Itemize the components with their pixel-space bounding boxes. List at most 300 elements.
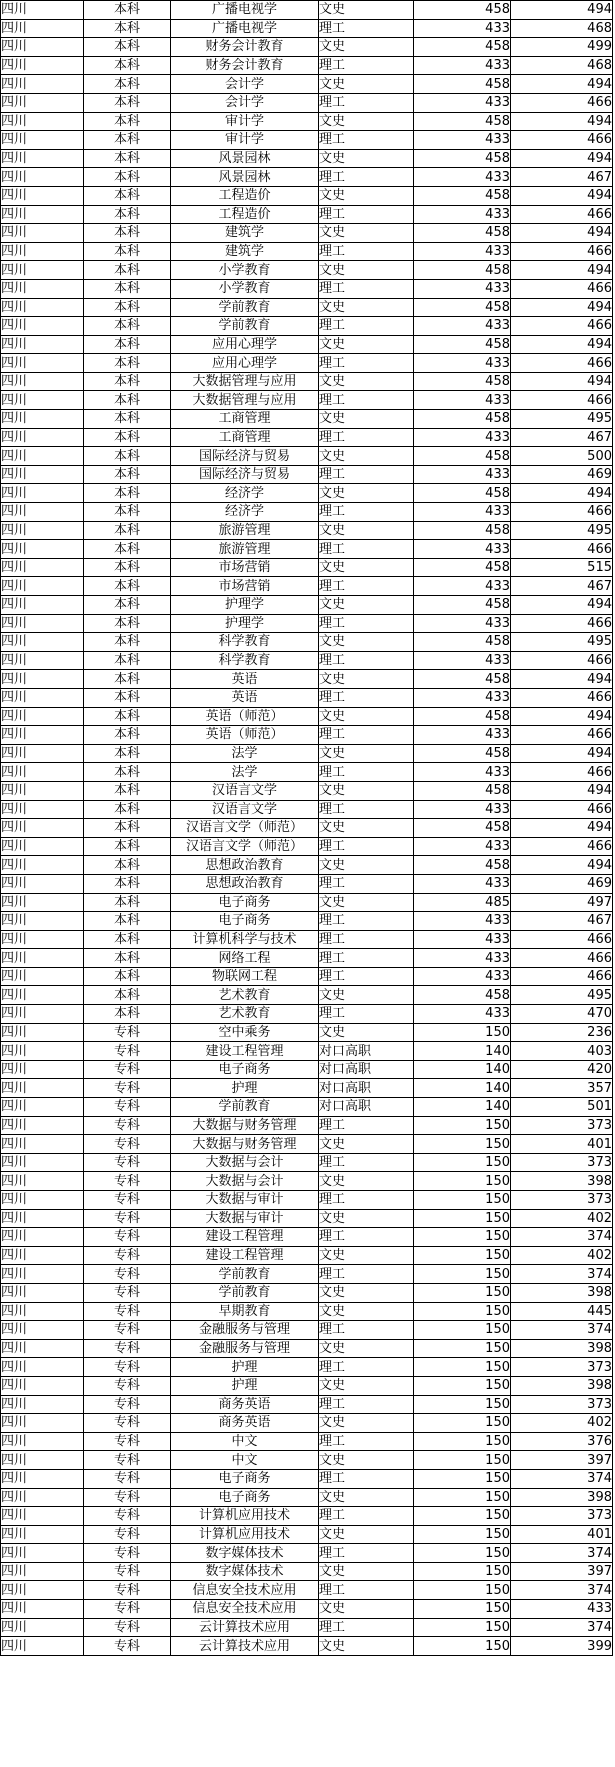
major-cell: 电子商务 (171, 1060, 319, 1079)
major-cell: 应用心理学 (171, 354, 319, 373)
min-score-cell: 467 (511, 577, 613, 596)
subject-type-cell: 理工 (319, 949, 414, 968)
province-cell: 四川 (1, 1581, 84, 1600)
control-line-cell: 150 (414, 1618, 511, 1637)
subject-type-cell: 理工 (319, 317, 414, 336)
major-cell: 审计学 (171, 131, 319, 150)
min-score-cell: 373 (511, 1191, 613, 1210)
control-line-cell: 458 (414, 986, 511, 1005)
subject-type-cell: 对口高职 (319, 1042, 414, 1061)
table-row (1, 1172, 613, 1191)
table-row (1, 1005, 613, 1024)
min-score-cell: 466 (511, 503, 613, 522)
level-cell: 专科 (84, 1339, 171, 1358)
level-cell: 专科 (84, 1228, 171, 1247)
major-cell: 汉语言文学 (171, 781, 319, 800)
level-cell: 本科 (84, 633, 171, 652)
subject-type-cell: 文史 (319, 986, 414, 1005)
subject-type-cell: 理工 (319, 1005, 414, 1024)
province-cell: 四川 (1, 949, 84, 968)
major-cell: 学前教育 (171, 298, 319, 317)
level-cell: 本科 (84, 614, 171, 633)
subject-type-cell: 文史 (319, 1451, 414, 1470)
level-cell: 本科 (84, 131, 171, 150)
level-cell: 本科 (84, 149, 171, 168)
control-line-cell: 433 (414, 391, 511, 410)
min-score-cell: 470 (511, 1005, 613, 1024)
control-line-cell: 140 (414, 1042, 511, 1061)
province-cell: 四川 (1, 428, 84, 447)
control-line-cell: 150 (414, 1581, 511, 1600)
control-line-cell: 458 (414, 372, 511, 391)
subject-type-cell: 理工 (319, 391, 414, 410)
subject-type-cell: 理工 (319, 205, 414, 224)
control-line-cell: 140 (414, 1060, 511, 1079)
level-cell: 本科 (84, 670, 171, 689)
province-cell: 四川 (1, 242, 84, 261)
major-cell: 市场营销 (171, 558, 319, 577)
min-score-cell: 466 (511, 614, 613, 633)
subject-type-cell: 文史 (319, 856, 414, 875)
level-cell: 本科 (84, 224, 171, 243)
province-cell: 四川 (1, 763, 84, 782)
province-cell: 四川 (1, 521, 84, 540)
control-line-cell: 485 (414, 893, 511, 912)
province-cell: 四川 (1, 800, 84, 819)
min-score-cell: 374 (511, 1265, 613, 1284)
level-cell: 本科 (84, 317, 171, 336)
control-line-cell: 458 (414, 224, 511, 243)
major-cell: 数字媒体技术 (171, 1562, 319, 1581)
subject-type-cell: 理工 (319, 763, 414, 782)
major-cell: 数字媒体技术 (171, 1544, 319, 1563)
subject-type-cell: 对口高职 (319, 1098, 414, 1117)
table-row (1, 744, 613, 763)
table-row (1, 1525, 613, 1544)
level-cell: 本科 (84, 1, 171, 20)
subject-type-cell: 理工 (319, 1618, 414, 1637)
province-cell: 四川 (1, 986, 84, 1005)
major-cell: 电子商务 (171, 1488, 319, 1507)
min-score-cell: 497 (511, 893, 613, 912)
table-row (1, 205, 613, 224)
table-row (1, 242, 613, 261)
province-cell: 四川 (1, 19, 84, 38)
subject-type-cell: 理工 (319, 56, 414, 75)
province-cell: 四川 (1, 465, 84, 484)
subject-type-cell: 文史 (319, 1525, 414, 1544)
subject-type-cell: 文史 (319, 1302, 414, 1321)
control-line-cell: 458 (414, 1, 511, 20)
control-line-cell: 150 (414, 1544, 511, 1563)
control-line-cell: 433 (414, 1005, 511, 1024)
table-row (1, 1376, 613, 1395)
province-cell: 四川 (1, 912, 84, 931)
table-row (1, 1637, 613, 1656)
major-cell: 财务会计教育 (171, 56, 319, 75)
level-cell: 本科 (84, 726, 171, 745)
table-row (1, 112, 613, 131)
level-cell: 专科 (84, 1488, 171, 1507)
control-line-cell: 150 (414, 1395, 511, 1414)
control-line-cell: 458 (414, 707, 511, 726)
province-cell: 四川 (1, 168, 84, 187)
control-line-cell: 458 (414, 484, 511, 503)
province-cell: 四川 (1, 1209, 84, 1228)
major-cell: 学前教育 (171, 1265, 319, 1284)
level-cell: 本科 (84, 800, 171, 819)
table-row (1, 279, 613, 298)
province-cell: 四川 (1, 75, 84, 94)
major-cell: 法学 (171, 763, 319, 782)
table-row (1, 1488, 613, 1507)
min-score-cell: 374 (511, 1618, 613, 1637)
major-cell: 空中乘务 (171, 1023, 319, 1042)
province-cell: 四川 (1, 354, 84, 373)
level-cell: 本科 (84, 596, 171, 615)
min-score-cell: 494 (511, 75, 613, 94)
min-score-cell: 399 (511, 1637, 613, 1656)
province-cell: 四川 (1, 540, 84, 559)
major-cell: 护理学 (171, 596, 319, 615)
major-cell: 工程造价 (171, 205, 319, 224)
table-row (1, 372, 613, 391)
province-cell: 四川 (1, 614, 84, 633)
level-cell: 专科 (84, 1023, 171, 1042)
table-row (1, 1, 613, 20)
province-cell: 四川 (1, 837, 84, 856)
subject-type-cell: 理工 (319, 1191, 414, 1210)
control-line-cell: 433 (414, 428, 511, 447)
table-row (1, 819, 613, 838)
level-cell: 本科 (84, 707, 171, 726)
level-cell: 本科 (84, 112, 171, 131)
control-line-cell: 150 (414, 1358, 511, 1377)
min-score-cell: 494 (511, 744, 613, 763)
table-row (1, 670, 613, 689)
major-cell: 早期教育 (171, 1302, 319, 1321)
control-line-cell: 433 (414, 168, 511, 187)
level-cell: 本科 (84, 912, 171, 931)
province-cell: 四川 (1, 279, 84, 298)
min-score-cell: 469 (511, 465, 613, 484)
control-line-cell: 433 (414, 577, 511, 596)
control-line-cell: 433 (414, 279, 511, 298)
major-cell: 建设工程管理 (171, 1228, 319, 1247)
province-cell: 四川 (1, 1414, 84, 1433)
table-row (1, 1283, 613, 1302)
control-line-cell: 458 (414, 670, 511, 689)
min-score-cell: 467 (511, 912, 613, 931)
control-line-cell: 150 (414, 1562, 511, 1581)
level-cell: 本科 (84, 1005, 171, 1024)
level-cell: 本科 (84, 168, 171, 187)
subject-type-cell: 理工 (319, 168, 414, 187)
min-score-cell: 495 (511, 521, 613, 540)
control-line-cell: 150 (414, 1246, 511, 1265)
level-cell: 本科 (84, 205, 171, 224)
subject-type-cell: 理工 (319, 465, 414, 484)
min-score-cell: 466 (511, 242, 613, 261)
level-cell: 本科 (84, 447, 171, 466)
subject-type-cell: 文史 (319, 298, 414, 317)
min-score-cell: 466 (511, 967, 613, 986)
min-score-cell: 398 (511, 1283, 613, 1302)
level-cell: 专科 (84, 1135, 171, 1154)
min-score-cell: 466 (511, 726, 613, 745)
subject-type-cell: 理工 (319, 279, 414, 298)
table-row (1, 726, 613, 745)
province-cell: 四川 (1, 819, 84, 838)
subject-type-cell: 文史 (319, 1488, 414, 1507)
subject-type-cell: 文史 (319, 670, 414, 689)
subject-type-cell: 文史 (319, 1637, 414, 1656)
min-score-cell: 500 (511, 447, 613, 466)
min-score-cell: 401 (511, 1135, 613, 1154)
control-line-cell: 433 (414, 651, 511, 670)
subject-type-cell: 文史 (319, 633, 414, 652)
min-score-cell: 494 (511, 224, 613, 243)
min-score-cell: 499 (511, 38, 613, 57)
level-cell: 本科 (84, 391, 171, 410)
min-score-cell: 466 (511, 354, 613, 373)
min-score-cell: 402 (511, 1209, 613, 1228)
major-cell: 云计算技术应用 (171, 1618, 319, 1637)
level-cell: 专科 (84, 1191, 171, 1210)
subject-type-cell: 理工 (319, 131, 414, 150)
table-row (1, 1451, 613, 1470)
province-cell: 四川 (1, 1116, 84, 1135)
province-cell: 四川 (1, 1321, 84, 1340)
min-score-cell: 374 (511, 1469, 613, 1488)
province-cell: 四川 (1, 1191, 84, 1210)
control-line-cell: 458 (414, 149, 511, 168)
province-cell: 四川 (1, 205, 84, 224)
min-score-cell: 466 (511, 391, 613, 410)
level-cell: 专科 (84, 1376, 171, 1395)
min-score-cell: 401 (511, 1525, 613, 1544)
control-line-cell: 433 (414, 131, 511, 150)
subject-type-cell: 理工 (319, 1265, 414, 1284)
subject-type-cell: 理工 (319, 614, 414, 633)
major-cell: 英语（师范） (171, 726, 319, 745)
major-cell: 英语 (171, 670, 319, 689)
min-score-cell: 373 (511, 1358, 613, 1377)
major-cell: 思想政治教育 (171, 874, 319, 893)
table-row (1, 168, 613, 187)
subject-type-cell: 理工 (319, 1321, 414, 1340)
subject-type-cell: 文史 (319, 1376, 414, 1395)
min-score-cell: 445 (511, 1302, 613, 1321)
control-line-cell: 433 (414, 19, 511, 38)
table-row (1, 503, 613, 522)
major-cell: 大数据与审计 (171, 1209, 319, 1228)
min-score-cell: 466 (511, 317, 613, 336)
major-cell: 审计学 (171, 112, 319, 131)
level-cell: 本科 (84, 874, 171, 893)
level-cell: 专科 (84, 1432, 171, 1451)
province-cell: 四川 (1, 633, 84, 652)
level-cell: 本科 (84, 465, 171, 484)
province-cell: 四川 (1, 1562, 84, 1581)
major-cell: 护理 (171, 1376, 319, 1395)
control-line-cell: 458 (414, 633, 511, 652)
min-score-cell: 467 (511, 428, 613, 447)
control-line-cell: 458 (414, 75, 511, 94)
control-line-cell: 150 (414, 1023, 511, 1042)
major-cell: 小学教育 (171, 261, 319, 280)
table-row (1, 856, 613, 875)
level-cell: 本科 (84, 856, 171, 875)
level-cell: 专科 (84, 1153, 171, 1172)
province-cell: 四川 (1, 1283, 84, 1302)
control-line-cell: 433 (414, 354, 511, 373)
table-row (1, 93, 613, 112)
major-cell: 国际经济与贸易 (171, 447, 319, 466)
table-row (1, 335, 613, 354)
table-row (1, 1414, 613, 1433)
major-cell: 电子商务 (171, 1469, 319, 1488)
major-cell: 汉语言文学（师范） (171, 837, 319, 856)
level-cell: 本科 (84, 893, 171, 912)
province-cell: 四川 (1, 186, 84, 205)
major-cell: 电子商务 (171, 893, 319, 912)
table-row (1, 465, 613, 484)
major-cell: 电子商务 (171, 912, 319, 931)
province-cell: 四川 (1, 1098, 84, 1117)
table-row (1, 1098, 613, 1117)
control-line-cell: 458 (414, 112, 511, 131)
major-cell: 大数据与审计 (171, 1191, 319, 1210)
subject-type-cell: 文史 (319, 186, 414, 205)
level-cell: 本科 (84, 986, 171, 1005)
min-score-cell: 466 (511, 131, 613, 150)
min-score-cell: 495 (511, 986, 613, 1005)
subject-type-cell: 理工 (319, 577, 414, 596)
major-cell: 风景园林 (171, 149, 319, 168)
subject-type-cell: 文史 (319, 224, 414, 243)
level-cell: 本科 (84, 781, 171, 800)
subject-type-cell: 理工 (319, 967, 414, 986)
province-cell: 四川 (1, 688, 84, 707)
control-line-cell: 458 (414, 521, 511, 540)
level-cell: 本科 (84, 484, 171, 503)
major-cell: 护理 (171, 1079, 319, 1098)
control-line-cell: 150 (414, 1432, 511, 1451)
control-line-cell: 150 (414, 1172, 511, 1191)
min-score-cell: 466 (511, 763, 613, 782)
table-row (1, 1544, 613, 1563)
province-cell: 四川 (1, 1302, 84, 1321)
table-row (1, 186, 613, 205)
province-cell: 四川 (1, 1060, 84, 1079)
major-cell: 护理 (171, 1358, 319, 1377)
table-row (1, 781, 613, 800)
major-cell: 计算机应用技术 (171, 1507, 319, 1526)
province-cell: 四川 (1, 670, 84, 689)
min-score-cell: 467 (511, 168, 613, 187)
major-cell: 工商管理 (171, 428, 319, 447)
table-row (1, 596, 613, 615)
table-row (1, 874, 613, 893)
level-cell: 本科 (84, 242, 171, 261)
level-cell: 本科 (84, 577, 171, 596)
subject-type-cell: 文史 (319, 1246, 414, 1265)
major-cell: 艺术教育 (171, 1005, 319, 1024)
level-cell: 本科 (84, 651, 171, 670)
subject-type-cell: 理工 (319, 651, 414, 670)
subject-type-cell: 文史 (319, 781, 414, 800)
level-cell: 专科 (84, 1302, 171, 1321)
major-cell: 大数据管理与应用 (171, 372, 319, 391)
province-cell: 四川 (1, 1339, 84, 1358)
table-row (1, 1228, 613, 1247)
min-score-cell: 494 (511, 856, 613, 875)
min-score-cell: 515 (511, 558, 613, 577)
major-cell: 信息安全技术应用 (171, 1581, 319, 1600)
level-cell: 本科 (84, 186, 171, 205)
min-score-cell: 494 (511, 781, 613, 800)
subject-type-cell: 文史 (319, 1562, 414, 1581)
table-row (1, 540, 613, 559)
min-score-cell: 433 (511, 1600, 613, 1619)
subject-type-cell: 对口高职 (319, 1079, 414, 1098)
province-cell: 四川 (1, 744, 84, 763)
subject-type-cell: 文史 (319, 1135, 414, 1154)
level-cell: 本科 (84, 763, 171, 782)
level-cell: 专科 (84, 1321, 171, 1340)
province-cell: 四川 (1, 372, 84, 391)
subject-type-cell: 文史 (319, 1023, 414, 1042)
subject-type-cell: 理工 (319, 1153, 414, 1172)
min-score-cell: 494 (511, 484, 613, 503)
control-line-cell: 458 (414, 781, 511, 800)
table-row (1, 930, 613, 949)
subject-type-cell: 文史 (319, 261, 414, 280)
level-cell: 本科 (84, 428, 171, 447)
major-cell: 广播电视学 (171, 19, 319, 38)
province-cell: 四川 (1, 149, 84, 168)
level-cell: 专科 (84, 1209, 171, 1228)
province-cell: 四川 (1, 335, 84, 354)
level-cell: 本科 (84, 75, 171, 94)
major-cell: 会计学 (171, 93, 319, 112)
major-cell: 金融服务与管理 (171, 1321, 319, 1340)
level-cell: 专科 (84, 1395, 171, 1414)
subject-type-cell: 文史 (319, 112, 414, 131)
province-cell: 四川 (1, 261, 84, 280)
level-cell: 本科 (84, 93, 171, 112)
min-score-cell: 494 (511, 819, 613, 838)
province-cell: 四川 (1, 577, 84, 596)
subject-type-cell: 文史 (319, 335, 414, 354)
control-line-cell: 150 (414, 1283, 511, 1302)
min-score-cell: 466 (511, 800, 613, 819)
level-cell: 专科 (84, 1172, 171, 1191)
subject-type-cell: 理工 (319, 428, 414, 447)
province-cell: 四川 (1, 1469, 84, 1488)
province-cell: 四川 (1, 224, 84, 243)
level-cell: 本科 (84, 279, 171, 298)
major-cell: 金融服务与管理 (171, 1339, 319, 1358)
control-line-cell: 150 (414, 1637, 511, 1656)
major-cell: 科学教育 (171, 633, 319, 652)
control-line-cell: 150 (414, 1600, 511, 1619)
subject-type-cell: 文史 (319, 707, 414, 726)
major-cell: 大数据与会计 (171, 1153, 319, 1172)
major-cell: 建设工程管理 (171, 1042, 319, 1061)
subject-type-cell: 文史 (319, 1600, 414, 1619)
